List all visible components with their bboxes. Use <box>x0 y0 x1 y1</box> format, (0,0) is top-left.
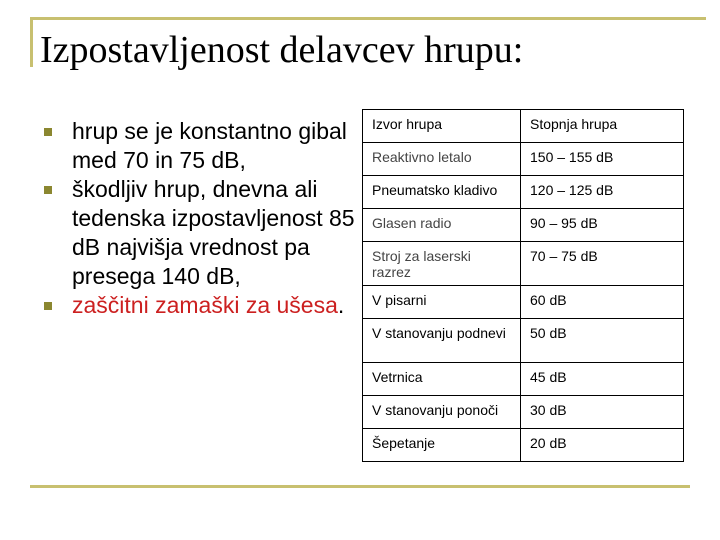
left-accent-line <box>30 17 33 67</box>
header-level: Stopnja hrupa <box>521 110 684 143</box>
cell-source: Vetrnica <box>363 363 521 396</box>
cell-source: Pneumatsko kladivo <box>363 176 521 209</box>
cell-level: 70 – 75 dB <box>521 242 684 286</box>
cell-level: 45 dB <box>521 363 684 396</box>
cell-level: 150 – 155 dB <box>521 143 684 176</box>
table-row <box>363 209 684 242</box>
table-row <box>363 363 684 396</box>
cell-source: Reaktivno letalo <box>363 143 521 176</box>
square-bullet-icon <box>44 302 52 310</box>
cell-level: 20 dB <box>521 429 684 462</box>
square-bullet-icon <box>44 128 52 136</box>
table-row <box>363 176 684 209</box>
cell-source: V stanovanju podnevi <box>363 319 521 363</box>
cell-source: V stanovanju ponoči <box>363 396 521 429</box>
table-row <box>363 242 684 286</box>
bullet-item <box>40 175 355 291</box>
table-row <box>363 286 684 319</box>
bullet-item <box>40 117 355 175</box>
cell-source: Glasen radio <box>363 209 521 242</box>
bottom-accent-line <box>30 485 690 488</box>
cell-level: 30 dB <box>521 396 684 429</box>
cell-source: V pisarni <box>363 286 521 319</box>
cell-level: 120 – 125 dB <box>521 176 684 209</box>
cell-level: 90 – 95 dB <box>521 209 684 242</box>
slide-title: Izpostavljenost delavcev hrupu: <box>40 29 524 71</box>
bullet-item <box>40 291 355 320</box>
cell-source: Šepetanje <box>363 429 521 462</box>
bullet-text-tail: . <box>337 292 345 318</box>
bullet-text: škodljiv hrup, dnevna ali tedenska izpostavljenost 85 dB najvišja vrednost pa presega 140 dB, <box>72 176 355 289</box>
table-row <box>363 429 684 462</box>
top-accent-line <box>30 17 706 20</box>
bullet-text: hrup se je konstantno gibal med 70 in 75 dB, <box>72 118 347 173</box>
cell-level: 60 dB <box>521 286 684 319</box>
table-row <box>363 143 684 176</box>
square-bullet-icon <box>44 186 52 194</box>
cell-source: Stroj za laserski razrez <box>363 242 521 286</box>
table-row <box>363 319 684 363</box>
noise-level-table <box>362 109 684 462</box>
table-row <box>363 396 684 429</box>
bullet-text: zaščitni zamaški za ušesa <box>72 292 338 318</box>
bullet-list <box>40 117 355 320</box>
cell-level: 50 dB <box>521 319 684 363</box>
header-source: Izvor hrupa <box>363 110 521 143</box>
table-header-row <box>363 110 684 143</box>
